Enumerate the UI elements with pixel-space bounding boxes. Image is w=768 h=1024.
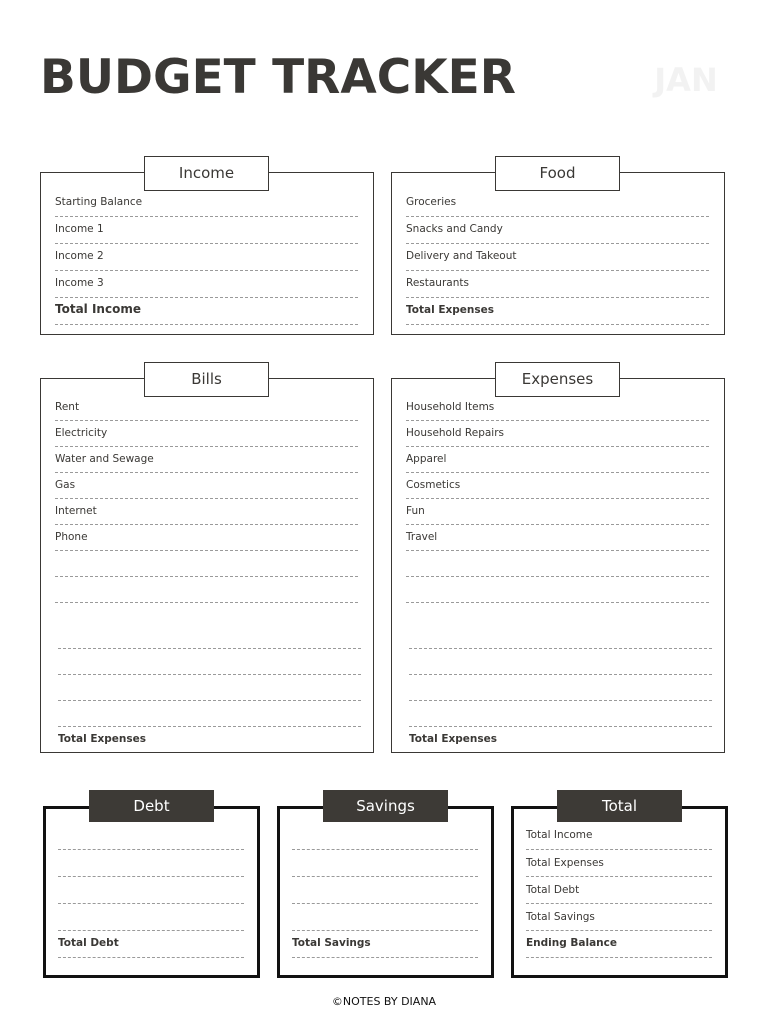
debt-row-line[interactable] bbox=[58, 957, 244, 958]
debt-row-line[interactable] bbox=[58, 930, 244, 931]
food-row-line[interactable] bbox=[406, 243, 709, 244]
expenses-row-line[interactable] bbox=[409, 648, 712, 649]
income-tab: Income bbox=[144, 156, 269, 191]
income-row-line[interactable] bbox=[55, 324, 358, 325]
bills-row-line[interactable] bbox=[58, 648, 361, 649]
page-title: BUDGET TRACKER bbox=[40, 50, 516, 105]
income-row-line[interactable] bbox=[55, 297, 358, 298]
income-item-starting-balance: Starting Balance bbox=[55, 196, 143, 208]
expenses-row-line[interactable] bbox=[409, 674, 712, 675]
savings-row-line[interactable] bbox=[292, 957, 478, 958]
savings-section bbox=[277, 806, 494, 978]
bills-row-line[interactable] bbox=[58, 674, 361, 675]
total-row-line[interactable] bbox=[526, 876, 712, 877]
total-item-income: Total Income bbox=[526, 829, 593, 841]
total-row-line[interactable] bbox=[526, 957, 712, 958]
bills-row-line[interactable] bbox=[55, 420, 358, 421]
footer-credit: ©NOTES BY DIANA bbox=[331, 995, 437, 1008]
bills-item-gas: Gas bbox=[55, 479, 76, 491]
bills-row-line[interactable] bbox=[55, 550, 358, 551]
bills-total-label: Total Expenses bbox=[58, 733, 147, 745]
expenses-row-line[interactable] bbox=[406, 524, 709, 525]
food-total-label: Total Expenses bbox=[406, 304, 495, 316]
food-row-line[interactable] bbox=[406, 270, 709, 271]
food-item-restaurants: Restaurants bbox=[406, 277, 469, 289]
total-item-debt: Total Debt bbox=[526, 884, 580, 896]
food-tab: Food bbox=[495, 156, 620, 191]
income-item-income-1: Income 1 bbox=[55, 223, 104, 235]
expenses-item-household-items: Household Items bbox=[406, 401, 495, 413]
bills-item-electricity: Electricity bbox=[55, 427, 108, 439]
bills-row-line[interactable] bbox=[55, 472, 358, 473]
income-row-line[interactable] bbox=[55, 243, 358, 244]
food-item-groceries: Groceries bbox=[406, 196, 457, 208]
savings-row-line[interactable] bbox=[292, 903, 478, 904]
expenses-item-travel: Travel bbox=[406, 531, 438, 543]
bills-row-line[interactable] bbox=[55, 602, 358, 603]
income-total-label: Total Income bbox=[55, 302, 141, 316]
food-row-line[interactable] bbox=[406, 297, 709, 298]
expenses-row-line[interactable] bbox=[409, 700, 712, 701]
expenses-item-fun: Fun bbox=[406, 505, 425, 517]
debt-section bbox=[43, 806, 260, 978]
bills-row-line[interactable] bbox=[55, 498, 358, 499]
income-row-line[interactable] bbox=[55, 216, 358, 217]
bills-row-line[interactable] bbox=[55, 524, 358, 525]
expenses-row-line[interactable] bbox=[406, 446, 709, 447]
savings-row-line[interactable] bbox=[292, 876, 478, 877]
expenses-tab: Expenses bbox=[495, 362, 620, 397]
savings-row-line[interactable] bbox=[292, 849, 478, 850]
bills-item-phone: Phone bbox=[55, 531, 88, 543]
income-item-income-2: Income 2 bbox=[55, 250, 104, 262]
bills-tab: Bills bbox=[144, 362, 269, 397]
food-item-snacks: Snacks and Candy bbox=[406, 223, 503, 235]
month-label: JAN bbox=[654, 61, 718, 99]
total-item-expenses: Total Expenses bbox=[526, 857, 604, 869]
food-row-line[interactable] bbox=[406, 324, 709, 325]
debt-total-label: Total Debt bbox=[58, 937, 119, 949]
bills-item-water: Water and Sewage bbox=[55, 453, 154, 465]
debt-row-line[interactable] bbox=[58, 849, 244, 850]
bills-item-rent: Rent bbox=[55, 401, 80, 413]
total-row-line[interactable] bbox=[526, 903, 712, 904]
food-row-line[interactable] bbox=[406, 216, 709, 217]
income-item-income-3: Income 3 bbox=[55, 277, 104, 289]
debt-tab: Debt bbox=[89, 790, 214, 822]
savings-row-line[interactable] bbox=[292, 930, 478, 931]
expenses-row-line[interactable] bbox=[409, 726, 712, 727]
total-row-line[interactable] bbox=[526, 930, 712, 931]
total-ending-balance-label: Ending Balance bbox=[526, 937, 618, 949]
bills-item-internet: Internet bbox=[55, 505, 97, 517]
savings-tab: Savings bbox=[323, 790, 448, 822]
debt-row-line[interactable] bbox=[58, 903, 244, 904]
expenses-row-line[interactable] bbox=[406, 550, 709, 551]
total-tab: Total bbox=[557, 790, 682, 822]
expenses-row-line[interactable] bbox=[406, 498, 709, 499]
expenses-item-household-repairs: Household Repairs bbox=[406, 427, 504, 439]
expenses-row-line[interactable] bbox=[406, 472, 709, 473]
bills-row-line[interactable] bbox=[55, 446, 358, 447]
food-item-delivery: Delivery and Takeout bbox=[406, 250, 517, 262]
expenses-row-line[interactable] bbox=[406, 602, 709, 603]
expenses-item-apparel: Apparel bbox=[406, 453, 447, 465]
expenses-row-line[interactable] bbox=[406, 420, 709, 421]
expenses-row-line[interactable] bbox=[406, 576, 709, 577]
total-row-line[interactable] bbox=[526, 849, 712, 850]
savings-total-label: Total Savings bbox=[292, 937, 371, 949]
expenses-item-cosmetics: Cosmetics bbox=[406, 479, 461, 491]
expenses-total-label: Total Expenses bbox=[409, 733, 498, 745]
bills-row-line[interactable] bbox=[58, 700, 361, 701]
bills-row-line[interactable] bbox=[55, 576, 358, 577]
bills-row-line[interactable] bbox=[58, 726, 361, 727]
income-row-line[interactable] bbox=[55, 270, 358, 271]
total-item-savings: Total Savings bbox=[526, 911, 595, 923]
debt-row-line[interactable] bbox=[58, 876, 244, 877]
